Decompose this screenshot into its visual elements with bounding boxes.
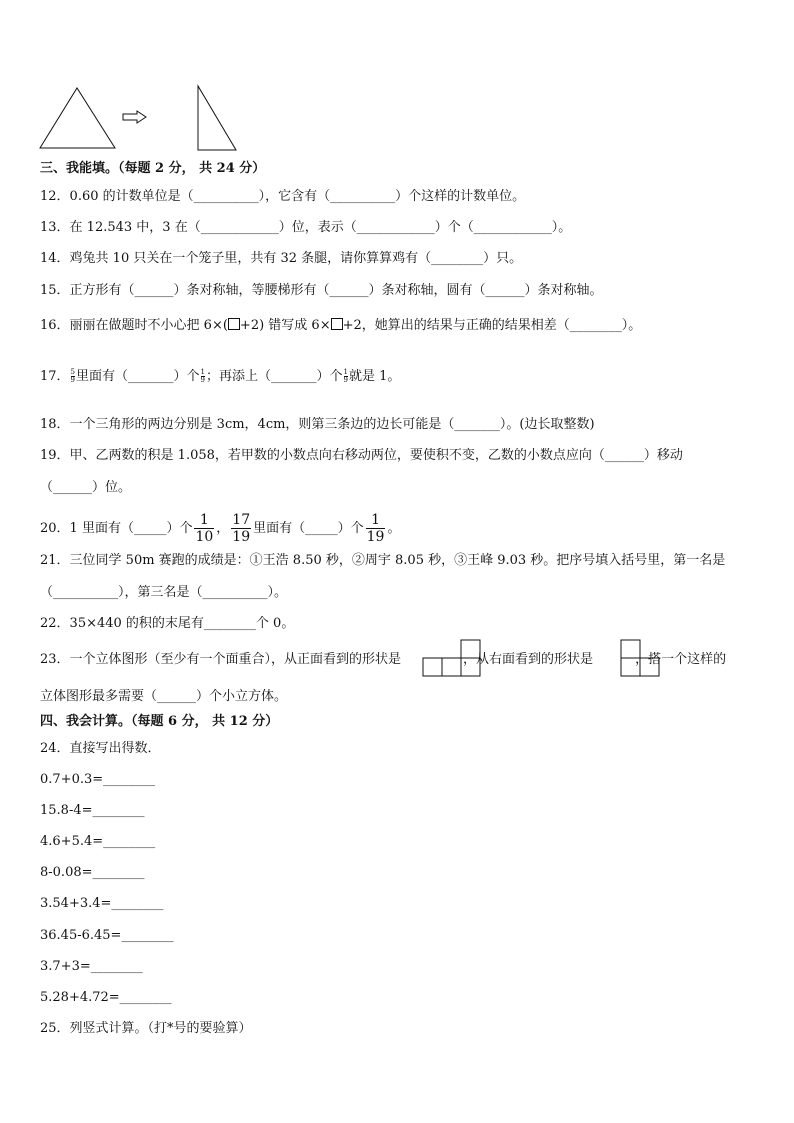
calc-item: 3.7+3=________ xyxy=(40,959,143,974)
blank-square-box xyxy=(331,318,343,330)
question-18: 18．一个三角形的两边分别是 3cm，4cm，则第三条边的边长可能是（_______）。(边长取整数) xyxy=(40,417,595,432)
fraction-17-19: $\frac{17}{19}$ xyxy=(232,512,251,545)
question-24: 24．直接写出得数． xyxy=(40,741,161,756)
calc-item: 15.8-4=________ xyxy=(40,803,145,818)
calc-item: 36.45-6.45=________ xyxy=(40,928,174,943)
q16-text-b: +2) 错写成 6× xyxy=(239,318,331,333)
fraction-1-10: $\frac{1}{10}$ xyxy=(195,512,214,545)
right-triangle-figure xyxy=(196,84,240,152)
right-arrow-icon xyxy=(122,110,148,124)
question-21-line-1: 21．三位同学 50m 赛跑的成绩是：①王浩 8.50 秒，②周宇 8.05 秒，③王峰 9.03 秒。把序号填入括号里，第一名是 xyxy=(40,553,726,568)
equilateral-triangle-figure xyxy=(38,86,118,150)
q17-text-d: 就是 1。 xyxy=(348,369,401,384)
fraction-1-19: $\frac{1}{19}$ xyxy=(366,512,385,545)
calc-item: 0.7+0.3=________ xyxy=(40,772,156,787)
q20-text-b: ， xyxy=(216,521,230,536)
q17-text-c: ；再添上（_______）个 xyxy=(206,369,343,384)
question-22: 22．35×440 的积的末尾有________个 0。 xyxy=(40,616,295,631)
section-4-heading: 四、我会计算。（每题 6 分， 共 12 分） xyxy=(40,714,279,729)
front-view-figure xyxy=(422,638,482,678)
q16-text-c: +2，她算出的结果与正确的结果相差（________）。 xyxy=(342,318,642,333)
question-25: 25．列竖式计算。（打*号的要验算） xyxy=(40,1021,252,1036)
q20-text-a: 20．1 里面有（_____）个 xyxy=(40,521,193,536)
question-20 xyxy=(40,512,400,545)
q20-text-d: 。 xyxy=(387,521,401,536)
blank-square-box xyxy=(228,318,240,330)
q17-text-a: 17． xyxy=(40,369,70,384)
section-3-heading: 三、我能填。（每题 2 分， 共 24 分） xyxy=(40,161,266,176)
question-13: 13．在 12.543 中，3 在（____________）位，表示（____________）个（____________）。 xyxy=(40,220,572,235)
fraction-1-9: $\frac{1}{9}$ xyxy=(343,368,348,384)
q16-text-a: 16．丽丽在做题时不小心把 6×( xyxy=(40,318,228,333)
q23-text-a: 23．一个立体图形（至少有一个面重合），从正面看到的形状是 xyxy=(40,652,402,667)
question-14: 14．鸡兔共 10 只关在一个笼子里，共有 32 条腿，请你算算鸡有（________）只。 xyxy=(40,251,523,266)
calc-item: 8-0.08=________ xyxy=(40,865,145,880)
calc-item: 3.54+3.4=________ xyxy=(40,896,164,911)
question-12: 12．0.60 的计数单位是（__________），它含有（__________）个这样的计数单位。 xyxy=(40,189,526,204)
question-16 xyxy=(40,318,641,334)
q17-text-b: 里面有（_______）个 xyxy=(76,369,200,384)
fraction-5-9: $\frac{5}{9}$ xyxy=(70,368,76,384)
question-19-line-2: （______）位。 xyxy=(40,480,132,495)
q23-text-b: ，从右面看到的形状是 xyxy=(463,652,594,667)
fraction-1-9: $\frac{1}{9}$ xyxy=(200,368,205,384)
question-17 xyxy=(40,369,400,385)
right-view-figure xyxy=(620,638,662,678)
calc-item: 5.28+4.72=________ xyxy=(40,990,172,1005)
q20-text-c: 里面有（_____）个 xyxy=(253,521,364,536)
question-21-line-2: （__________），第三名是（__________）。 xyxy=(40,585,288,600)
q23-text-c: ，搭一个这样的 xyxy=(635,652,727,667)
question-23-line-2: 立体图形最多需要（______）个小立方体。 xyxy=(40,689,288,704)
question-19-line-1: 19．甲、乙两数的积是 1.058，若甲数的小数点向右移动两位，要使积不变，乙数的小数点应向（______）移动 xyxy=(40,448,683,463)
calc-item: 4.6+5.4=________ xyxy=(40,834,156,849)
question-15: 15．正方形有（______）条对称轴，等腰梯形有（______）条对称轴，圆有（______）条对称轴。 xyxy=(40,283,603,298)
